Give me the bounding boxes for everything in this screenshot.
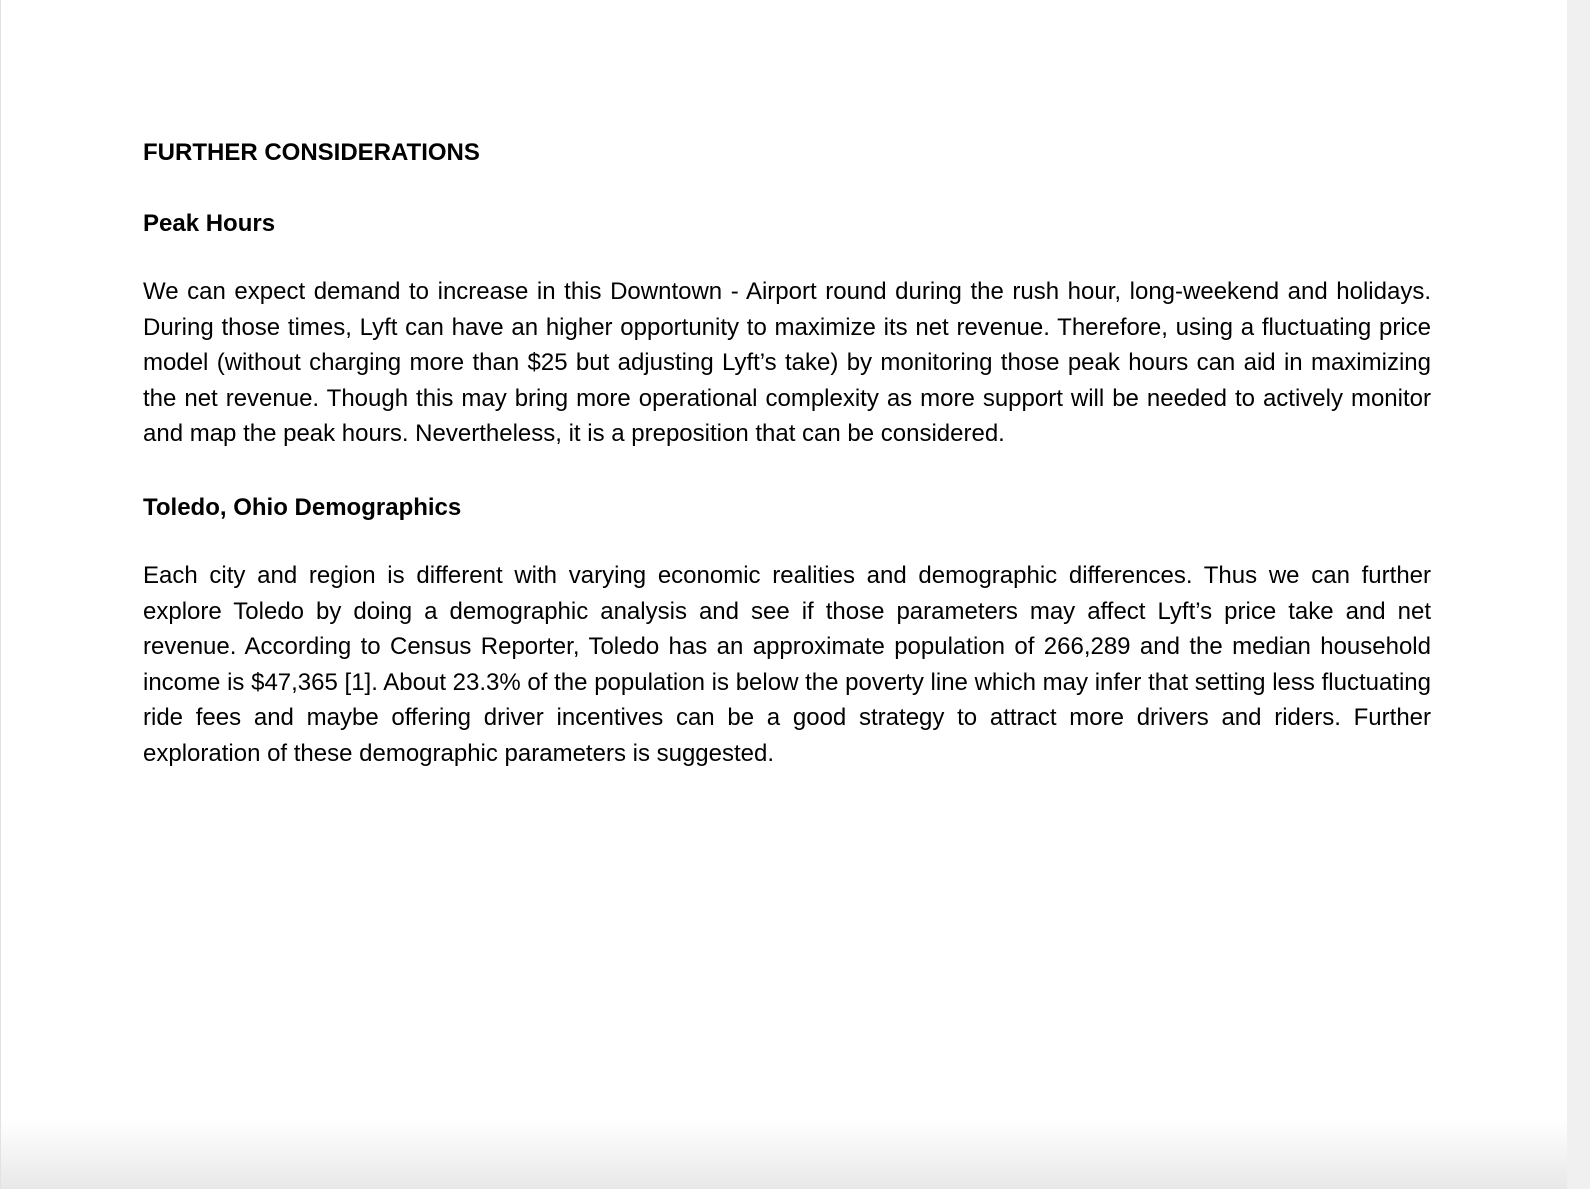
demographics-paragraph: Each city and region is different with varying economic realities and demographic differences. Thus we can further explore Toledo by doing a demographic analysis and see if those parameters may affect Lyft’s price take and net revenue. According to Census Reporter, Toledo has an approximate population of 266,289 and the median household income is $47,365 [1]. About 23.3% of the population is below the poverty line which may infer that setting less fluctuating ride fees and maybe offering driver incentives can be a good strategy to attract more drivers and riders. Further exploration of these demographic parameters is suggested. (143, 561, 1431, 767)
page-bottom-shadow (1, 1119, 1568, 1189)
section-title: FURTHER CONSIDERATIONS (143, 139, 480, 166)
peak-hours-paragraph: We can expect demand to increase in this Downtown - Airport round during the rush hour, long-weekend and holidays. During those times, Lyft can have an higher opportunity to maximize its net revenue. Therefore, using a fluctuating price model (without charging more than $25 but adjusting Lyft’s take) by monitoring those peak hours can aid in maximizing the net revenue. Though this may bring more operational complexity as more support will be needed to actively monitor and map the peak hours. Nevertheless, it is a preposition that can be considered. (143, 278, 1431, 448)
demographics-heading: Toledo, Ohio Demographics (143, 493, 462, 521)
scroll-gutter[interactable] (1567, 0, 1590, 1189)
page-content (143, 136, 1431, 811)
peak-hours-heading: Peak Hours (143, 210, 276, 237)
